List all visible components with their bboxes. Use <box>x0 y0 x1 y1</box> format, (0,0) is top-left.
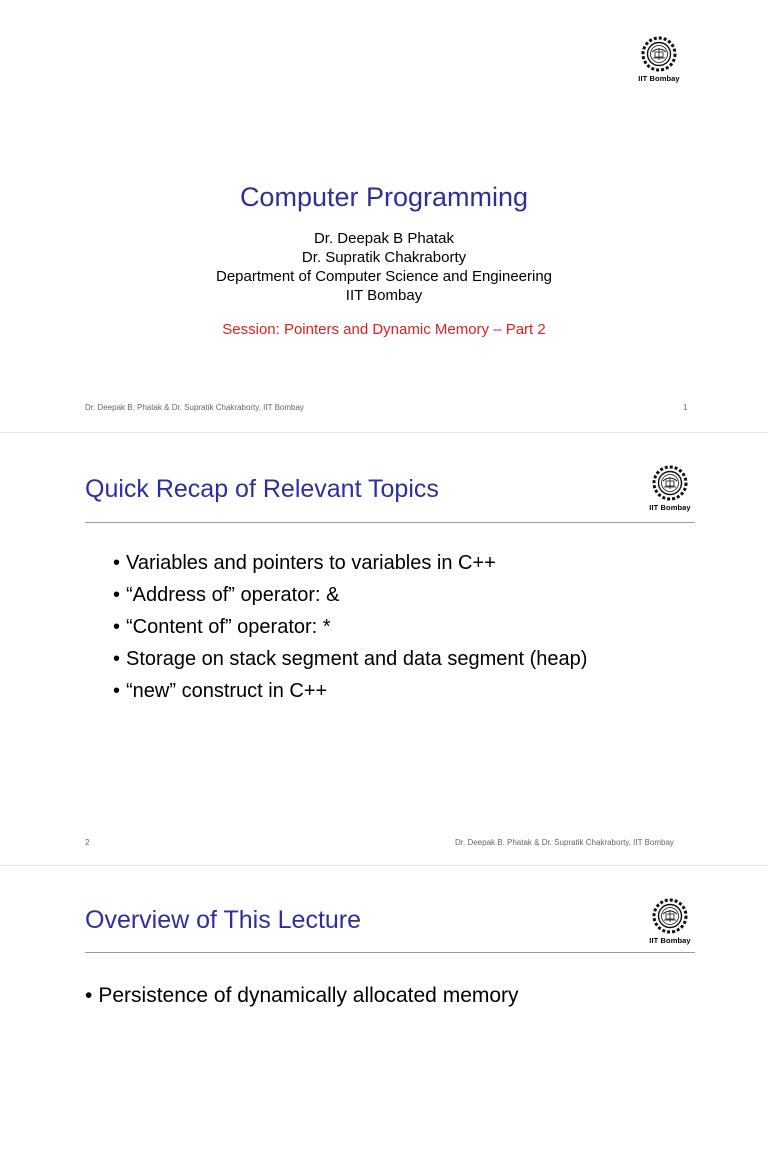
author-line: Dr. Supratik Chakraborty <box>301 249 467 266</box>
title-rule <box>85 522 695 523</box>
slide-title: Computer Programming <box>239 182 529 212</box>
iit-seal-icon <box>633 36 685 72</box>
list-item: • Variables and pointers to variables in C++ <box>113 547 587 579</box>
author-line: IIT Bombay <box>345 287 423 304</box>
logo-caption: IIT Bombay <box>649 503 691 512</box>
slide-1 <box>0 0 768 432</box>
slide-title: Quick Recap of Relevant Topics <box>85 475 439 503</box>
logo-caption: IIT Bombay <box>649 936 691 945</box>
slide-3 <box>0 866 768 1166</box>
logo-caption: IIT Bombay <box>638 74 680 83</box>
bullet-list <box>85 980 519 1012</box>
list-item: • “new” construct in C++ <box>113 675 587 707</box>
bullet-list <box>113 547 587 707</box>
author-line: Department of Computer Science and Engineering <box>215 268 553 285</box>
footer-text: Dr. Deepak B. Phatak & Dr. Supratik Chakraborty, IIT Bombay <box>85 403 304 412</box>
list-item: • Storage on stack segment and data segment (heap) <box>113 643 587 675</box>
iit-bombay-logo <box>644 465 696 517</box>
session-title: Session: Pointers and Dynamic Memory – Part 2 <box>222 321 546 338</box>
footer-text: Dr. Deepak B. Phatak & Dr. Supratik Chakraborty, IIT Bombay <box>455 838 674 847</box>
page-number: 2 <box>85 838 90 847</box>
list-item: • Persistence of dynamically allocated memory <box>85 980 519 1012</box>
page-number: 1 <box>683 403 688 412</box>
author-line: Dr. Deepak B Phatak <box>313 230 455 247</box>
list-item: • “Address of” operator: & <box>113 579 587 611</box>
iit-bombay-logo <box>633 36 685 88</box>
slide-title: Overview of This Lecture <box>85 906 362 934</box>
title-rule <box>85 952 695 953</box>
iit-bombay-logo <box>644 898 696 950</box>
author-block <box>0 229 768 305</box>
list-item: • “Content of” operator: * <box>113 611 587 643</box>
iit-seal-icon <box>644 465 696 501</box>
iit-seal-icon <box>644 898 696 934</box>
slide-2 <box>0 433 768 865</box>
